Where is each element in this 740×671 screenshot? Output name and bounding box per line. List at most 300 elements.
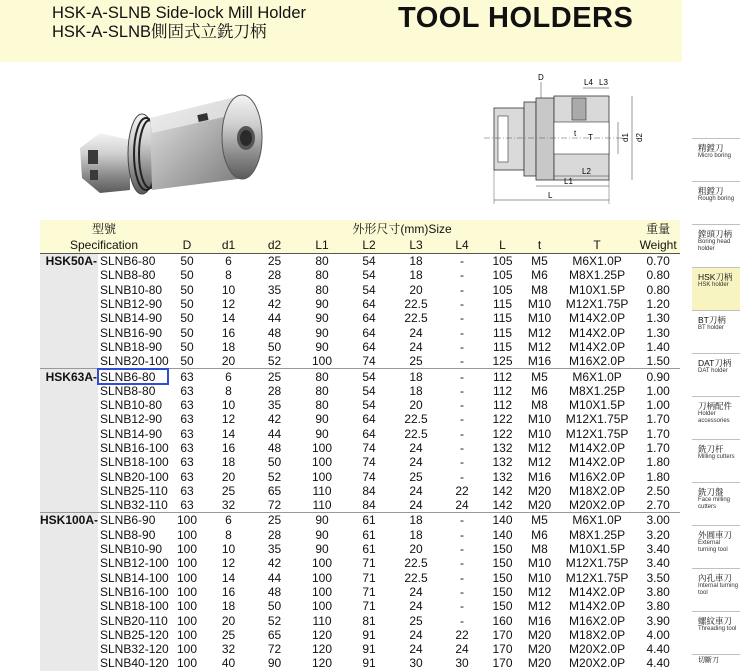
value-cell: 80 [315,254,329,269]
value-cell: 44 [267,311,282,326]
value-cell: 24 [409,599,423,614]
value-cell: - [460,455,465,470]
value-cell: - [460,527,465,542]
value-cell: M14X2.0P [569,325,626,340]
value-cell: 100 [177,542,198,557]
label-T: T [588,133,593,142]
value-cell: M6 [531,527,548,542]
value-cell: 90 [315,527,329,542]
value-cell: 6 [206,513,251,528]
value-cell: 91 [362,656,376,671]
value-cell: 120 [312,656,333,671]
value-cell: 50 [267,339,282,354]
value-cell: 20 [409,542,423,557]
label-L1: L1 [564,177,573,186]
value-cell: 18 [409,527,423,542]
value-cell: 90 [315,542,329,557]
group-spacer [40,268,98,282]
spec-table-body [40,254,680,671]
value-cell: - [460,325,465,340]
sidebar-item-label-en: Holder accessories [698,411,730,424]
sidebar-item[interactable] [692,353,740,396]
value-cell: 100 [177,556,198,571]
value-cell: - [460,426,465,441]
group-spacer [40,441,98,455]
group-spacer [40,398,98,412]
value-cell: M20X2.0P [569,642,626,657]
table-row[interactable] [40,513,680,528]
value-cell: 2.70 [646,498,670,513]
sidebar-item-label-zh: 鏜頭刀柄 [698,229,733,239]
value-cell: 25 [409,469,423,484]
value-cell: 18 [221,455,236,470]
value-cell: 8 [225,268,232,283]
group-spacer [40,656,98,670]
value-cell: 35 [267,398,282,413]
table-row[interactable] [40,340,680,354]
table-row[interactable] [40,441,680,455]
value-cell: 100 [312,556,333,571]
value-cell: 1.70 [646,441,670,455]
col-header: D [168,237,206,254]
value-cell: 63 [180,498,194,513]
label-d2: d2 [635,133,644,142]
sidebar-item-label-en: Milling cutters [698,454,735,460]
spec-cell: SLNB16-100 [100,441,169,455]
label-L4: L4 [584,78,593,87]
dims-header: 外形尺寸(mm)Size [168,220,636,237]
sidebar-item[interactable] [692,181,740,224]
spec-cell: SLNB40-120 [100,656,169,671]
table-row[interactable] [40,656,680,670]
sidebar-item-label-zh: 刀柄配件 [698,401,733,411]
value-cell: 65 [267,483,282,498]
value-cell: M12X1.75P [565,426,629,441]
value-cell: 90 [298,513,346,528]
value-cell: M12 [527,325,552,340]
table-row[interactable] [40,412,680,426]
value-cell: M6X1.0P [572,254,622,269]
value-cell: 1.70 [646,426,670,441]
sidebar-item[interactable] [692,267,740,310]
value-cell: 20 [409,398,423,413]
value-cell: 72 [267,642,282,657]
value-cell: M20X2.0P [569,498,626,513]
value-cell: 150 [492,599,513,614]
spec-cell: SLNB10-80 [100,282,163,297]
table-row[interactable] [40,398,680,412]
value-cell: 105 [492,282,513,297]
table-row[interactable] [40,542,680,556]
value-cell: 100 [312,441,333,455]
sidebar-item[interactable] [692,224,740,267]
value-cell: 30 [455,656,469,671]
sidebar-item[interactable] [692,482,740,525]
value-cell: 25 [409,354,423,369]
value-cell: M12 [527,441,552,455]
value-cell: - [460,412,465,427]
sidebar-item-label-en: External turning tool [698,540,728,553]
label-L2: L2 [582,167,591,176]
value-cell: 18 [409,383,423,398]
value-cell: 0.90 [636,369,680,384]
value-cell: M6X1.0P [558,513,636,528]
sidebar-item-label-en: Boring head holder [698,239,731,252]
product-photo [70,78,280,213]
value-cell: 44 [267,426,282,441]
value-cell: M20 [527,498,552,513]
sidebar-item-label-zh: 粗鏜刀 [698,186,724,196]
value-cell: 65 [267,627,282,642]
group-spacer [40,556,98,570]
table-row[interactable] [40,484,680,498]
value-cell: M10X1.5P [569,398,626,413]
spec-cell: SLNB14-90 [100,426,163,441]
value-cell: 81 [362,613,376,628]
spec-cell: SLNB14-90 [100,311,163,326]
sidebar-item-label-zh: BT刀柄 [698,315,726,325]
group-spacer [40,642,98,656]
value-cell: 54 [362,268,376,283]
label-t: t [574,129,577,138]
col-header: d2 [251,237,298,254]
technical-drawing [484,68,680,218]
value-cell: M8X1.25P [569,527,626,542]
value-cell: 6 [206,369,251,384]
value-cell: M14X2.0P [569,441,626,455]
spec-cell: SLNB8-80 [100,268,156,283]
sidebar-item[interactable] [692,310,740,353]
value-cell: 115 [492,311,513,326]
spec-cell: SLNB20-100 [100,469,169,484]
sidebar-item-partial[interactable]: 切斷刀 [692,654,740,665]
spec-cell: SLNB25-110 [100,483,168,498]
table-row[interactable] [40,556,680,570]
sidebar-item-label-en: Rough boring [698,196,735,202]
value-cell: 48 [267,441,282,455]
value-cell: 3.40 [646,556,670,571]
value-cell: 24 [455,498,469,513]
value-cell: 61 [346,513,392,528]
value-cell: 40 [221,656,236,671]
table-row[interactable] [40,325,680,339]
value-cell: 50 [180,282,194,297]
spec-cell: SLNB8-80 [100,383,156,398]
sidebar-item-label-zh: 精鏜刀 [698,143,724,153]
value-cell: 0.80 [646,268,670,283]
value-cell: 100 [312,599,333,614]
table-row[interactable] [40,283,680,297]
value-cell: - [460,282,465,297]
value-cell: 24 [409,584,423,599]
value-cell: 2.50 [646,483,670,498]
group-label: HSK100A- [40,513,99,528]
value-cell: 90 [315,297,329,312]
value-cell: 54 [362,282,376,297]
value-cell: 63 [180,455,194,470]
value-cell: M14X2.0P [569,311,626,326]
value-cell: 25 [251,513,298,528]
value-cell: 22.5 [404,297,428,312]
table-row[interactable] [40,268,680,282]
sidebar-item[interactable] [692,568,740,611]
spec-cell: SLNB20-110 [100,613,168,628]
table-row[interactable] [40,498,680,513]
value-cell: 64 [362,297,376,312]
value-cell: 80 [315,282,329,297]
value-cell: 28 [267,268,282,283]
value-cell: 72 [267,498,282,513]
value-cell: 52 [267,613,282,628]
value-cell: 30 [409,656,423,671]
value-cell: 3.00 [636,513,680,528]
value-cell: 35 [267,282,282,297]
value-cell: 100 [177,570,198,585]
value-cell: M12 [527,599,552,614]
value-cell: 18 [221,339,236,354]
table-row[interactable] [40,571,680,585]
value-cell: M10 [527,412,552,427]
value-cell: M14X2.0P [569,599,626,614]
value-cell: 1.70 [646,412,670,427]
value-cell: 100 [312,584,333,599]
value-cell: 61 [362,542,376,557]
sidebar-item[interactable] [692,611,740,654]
value-cell: 10 [221,282,236,297]
table-row[interactable] [40,585,680,599]
table-row[interactable] [40,384,680,398]
value-cell: - [460,398,465,413]
value-cell: M5 [531,254,548,269]
value-cell: 28 [267,527,282,542]
value-cell: - [460,268,465,283]
group-spacer [40,498,98,513]
value-cell: 50 [180,311,194,326]
sidebar-item-label-en: BT holder [698,325,724,331]
value-cell: 74 [362,354,376,369]
spec-cell: SLNB14-100 [100,570,169,585]
value-cell: M18X2.0P [569,627,626,642]
sidebar-item-label-en: DAT holder [698,368,728,374]
sidebar-item[interactable] [692,525,740,568]
value-cell: - [460,613,465,628]
value-cell: 52 [267,354,282,369]
value-cell: 122 [492,426,513,441]
value-cell: 140 [484,513,521,528]
weight-header-zh: 重量 [636,220,680,237]
table-row[interactable] [40,297,680,311]
value-cell: 16 [221,441,236,455]
value-cell: 91 [362,627,376,642]
value-cell: 132 [492,469,513,484]
value-cell: 48 [267,584,282,599]
value-cell: 25 [221,627,236,642]
value-cell: M20 [527,627,552,642]
value-cell: 1.00 [646,383,670,398]
value-cell: 50 [180,325,194,340]
col-header: L4 [440,237,484,254]
table-row[interactable] [40,628,680,642]
col-header: L1 [298,237,346,254]
col-header: L [484,237,521,254]
value-cell: 74 [362,441,376,455]
sidebar-item-label-zh: 內孔車刀 [698,573,733,583]
group-spacer [40,528,98,542]
spec-table [40,220,680,671]
value-cell: 24 [409,455,423,470]
value-cell: - [460,254,465,269]
value-cell: 63 [180,426,194,441]
spec-cell: SLNB6-80 [100,254,156,269]
spec-cell: SLNB18-100 [100,599,169,614]
col-header: T [558,237,636,254]
value-cell: M10 [527,556,552,571]
value-cell: - [460,354,465,369]
sidebar-item[interactable] [692,396,740,439]
value-cell: - [460,570,465,585]
group-spacer [40,542,98,556]
spec-cell: SLNB6-80 [98,369,168,384]
table-row[interactable] [40,311,680,325]
spec-cell: SLNB16-100 [100,584,169,599]
value-cell: 61 [362,527,376,542]
value-cell: 3.20 [646,527,670,542]
value-cell: 24 [409,627,423,642]
value-cell: M10X1.5P [569,542,626,557]
value-cell: 8 [225,383,232,398]
group-label: HSK50A- [40,254,98,269]
value-cell: - [460,311,465,326]
col-header: d1 [206,237,251,254]
value-cell: 63 [180,483,194,498]
value-cell: - [440,369,484,384]
table-row[interactable] [40,427,680,441]
value-cell: M20 [527,642,552,657]
value-cell: 16 [221,325,236,340]
value-cell: 112 [492,383,513,398]
value-cell: 90 [315,339,329,354]
value-cell: 1.50 [646,354,670,369]
value-cell: 48 [267,325,282,340]
value-cell: 22 [455,627,469,642]
value-cell: M16 [527,469,552,484]
value-cell: 132 [492,455,513,470]
value-cell: 90 [315,426,329,441]
group-spacer [40,571,98,585]
value-cell: 1.40 [646,339,670,354]
value-cell: 115 [492,339,513,354]
value-cell: 8 [225,527,232,542]
value-cell: 64 [362,426,376,441]
value-cell: 32 [221,642,236,657]
value-cell: 3.80 [646,584,670,599]
table-row[interactable] [40,254,680,269]
table-row[interactable] [40,642,680,656]
value-cell: 150 [492,542,513,557]
value-cell: 71 [362,570,376,585]
value-cell: 1.80 [646,469,670,484]
value-cell: 80 [315,383,329,398]
value-cell: 170 [492,642,513,657]
value-cell: 4.00 [646,627,670,642]
table-row[interactable] [40,369,680,384]
spec-cell: SLNB12-100 [100,556,169,571]
sidebar-item[interactable] [692,138,740,181]
value-cell: 1.80 [646,455,670,470]
table-row[interactable] [40,354,680,369]
value-cell: 18 [409,254,423,269]
value-cell: M10X1.5P [569,282,626,297]
value-cell: 63 [168,369,206,384]
value-cell: 100 [312,354,333,369]
col-header: t [521,237,558,254]
sidebar-item[interactable] [692,439,740,482]
value-cell: 120 [312,627,333,642]
spec-cell: SLNB18-100 [100,455,169,470]
table-row[interactable] [40,469,680,483]
value-cell: M8 [531,282,548,297]
value-cell: 64 [362,339,376,354]
value-cell: 80 [315,268,329,283]
spec-cell: SLNB12-90 [100,297,163,312]
value-cell: M10 [527,426,552,441]
col-header: L3 [392,237,440,254]
value-cell: 84 [362,483,376,498]
table-row[interactable] [40,528,680,542]
value-cell: M10 [527,311,552,326]
value-cell: M6X1.0P [558,369,636,384]
table-row[interactable] [40,455,680,469]
value-cell: 14 [221,426,236,441]
sidebar-item-label-zh: HSK刀柄 [698,272,733,282]
table-row[interactable] [40,613,680,627]
value-cell: 125 [492,354,513,369]
title-chinese: HSK-A-SLNB側固式立銑刀柄 [52,23,267,41]
value-cell: 0.80 [646,282,670,297]
value-cell: 71 [362,584,376,599]
value-cell: 22.5 [404,570,428,585]
value-cell: M8 [531,398,548,413]
value-cell: 132 [492,441,513,455]
group-spacer [40,628,98,642]
table-row[interactable] [40,599,680,613]
value-cell: 110 [312,613,332,628]
group-spacer [40,585,98,599]
value-cell: 100 [168,513,206,528]
value-cell: 10 [221,542,236,557]
value-cell: 74 [362,455,376,470]
spec-cell: SLNB32-110 [100,498,168,513]
value-cell: 24 [409,483,423,498]
value-cell: 14 [221,570,236,585]
value-cell: M14X2.0P [569,455,626,470]
value-cell: M12X1.75P [565,297,629,312]
value-cell: M12 [527,339,552,354]
value-cell: M20 [527,656,552,671]
value-cell: 18 [221,599,236,614]
spec-cell: SLNB8-90 [100,527,156,542]
value-cell: M12X1.75P [565,556,629,571]
value-cell: 142 [492,483,513,498]
value-cell: 10 [221,398,236,413]
value-cell: 105 [492,268,513,283]
sidebar-item-label-en: Face milling cutters [698,497,731,510]
spec-cell: SLNB32-120 [100,642,169,657]
value-cell: 100 [177,584,198,599]
value-cell: M8 [531,542,548,557]
value-cell: 3.80 [646,599,670,614]
value-cell: 12 [221,412,236,427]
